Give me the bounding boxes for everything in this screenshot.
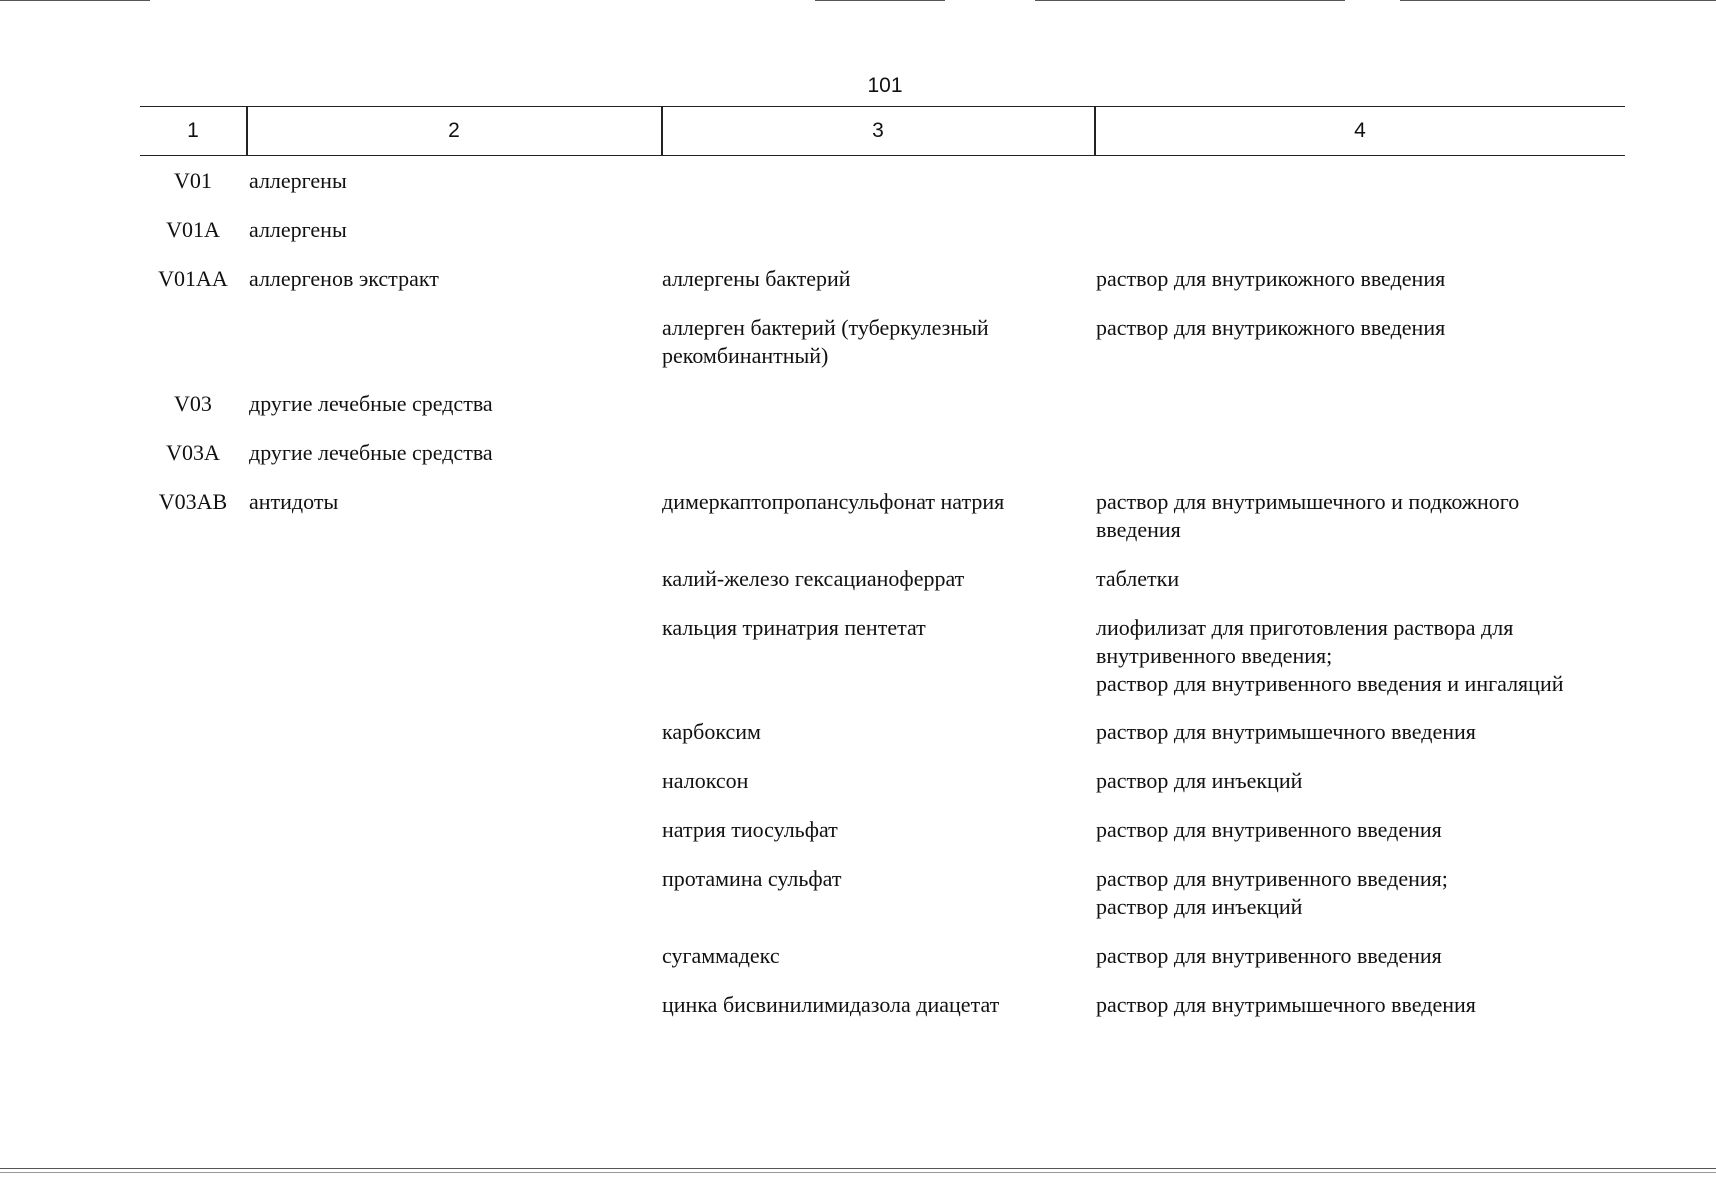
- dosage-form-line: раствор для внутривенного введения и ингаляций: [1096, 671, 1564, 696]
- bottom-edge-line: [0, 1168, 1716, 1169]
- dosage-form-line: раствор для внутривенного введения: [1096, 943, 1442, 968]
- dosage-form: [1096, 865, 1636, 921]
- atc-code: V03A: [166, 440, 220, 465]
- dosage-form: [1096, 942, 1636, 970]
- dosage-form: [1096, 767, 1636, 795]
- anatomical-group: другие лечебные средства: [249, 391, 493, 416]
- dosage-form: [1096, 265, 1636, 293]
- dosage-form: [1096, 614, 1636, 698]
- dosage-form-line: раствор для внутримышечного и подкожного введения: [1096, 489, 1520, 542]
- drug-name: натрия тиосульфат: [662, 817, 838, 842]
- drug-name: калий-железо гексацианоферрат: [662, 566, 965, 591]
- top-edge-line-left: [0, 0, 150, 1]
- drug-name: кальция тринатрия пентетат: [662, 615, 926, 640]
- dosage-form-line: раствор для внутривенного введения: [1096, 817, 1442, 842]
- atc-code: V01: [174, 168, 212, 193]
- dosage-form-line: раствор для внутрикожного введения: [1096, 315, 1446, 340]
- drug-name: димеркаптопропансульфонат натрия: [662, 489, 1005, 514]
- drug-name: карбоксим: [662, 719, 761, 744]
- drug-name: протамина сульфат: [662, 866, 842, 891]
- anatomical-group: аллергены: [249, 217, 347, 242]
- dosage-form-line: лиофилизат для приготовления раствора для внутривенного введения;: [1096, 615, 1514, 668]
- top-edge-line-far-right: [1400, 0, 1716, 1]
- top-edge-line-right: [1035, 0, 1345, 1]
- dosage-form-line: раствор для инъекций: [1096, 894, 1303, 919]
- atc-code: V01AA: [158, 266, 228, 291]
- atc-code: V01A: [166, 217, 220, 242]
- header-col-4: 4: [1354, 119, 1366, 142]
- dosage-form: [1096, 314, 1636, 342]
- header-col-2: 2: [448, 119, 460, 142]
- dosage-form-line: раствор для внутрикожного введения: [1096, 266, 1446, 291]
- dosage-form: [1096, 718, 1636, 746]
- page-number: 101: [867, 74, 903, 97]
- atc-code: V03: [174, 391, 212, 416]
- drug-name: цинка бисвинилимидазола диацетат: [662, 992, 1000, 1017]
- anatomical-group: аллергенов экстракт: [249, 266, 439, 291]
- anatomical-group: аллергены: [249, 168, 347, 193]
- drug-name: налоксон: [662, 768, 749, 793]
- table-header: [140, 106, 1625, 156]
- dosage-form: [1096, 816, 1636, 844]
- drug-name: аллерген бактерий (туберкулезный рекомбинантный): [662, 315, 989, 368]
- drug-name: аллергены бактерий: [662, 266, 851, 291]
- dosage-form-line: таблетки: [1096, 566, 1180, 591]
- bottom-edge-line-2: [0, 1172, 1716, 1173]
- top-edge-line-mid: [815, 0, 945, 1]
- dosage-form: [1096, 991, 1636, 1019]
- anatomical-group: другие лечебные средства: [249, 440, 493, 465]
- drug-name: сугаммадекс: [662, 943, 780, 968]
- dosage-form: [1096, 565, 1636, 593]
- dosage-form-line: раствор для инъекций: [1096, 768, 1303, 793]
- anatomical-group: антидоты: [249, 489, 339, 514]
- header-col-1: 1: [187, 119, 199, 142]
- dosage-form-line: раствор для внутримышечного введения: [1096, 719, 1476, 744]
- dosage-form-line: раствор для внутримышечного введения: [1096, 992, 1476, 1017]
- atc-code: V03AB: [158, 489, 228, 514]
- header-col-3: 3: [872, 119, 884, 142]
- dosage-form: [1096, 488, 1596, 544]
- dosage-form-line: раствор для внутривенного введения;: [1096, 866, 1448, 891]
